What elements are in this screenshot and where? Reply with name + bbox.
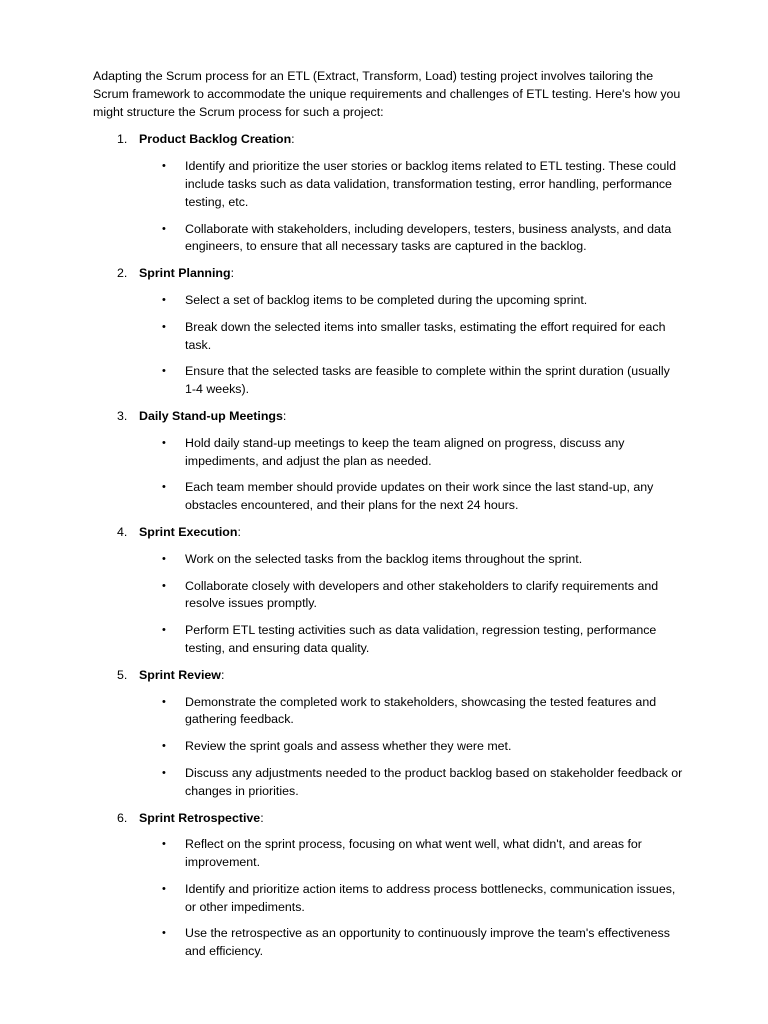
step-title: Sprint Review [139,667,221,682]
step-title: Daily Stand-up Meetings [139,408,283,423]
bullet-text: Discuss any adjustments needed to the product backlog based on stakeholder feedback or changes in priorities. [185,765,683,798]
bullet-item [139,363,683,399]
step-heading [139,810,683,828]
bullet-text: Perform ETL testing activities such as data validation, regression testing, performance testing, and ensuring data quality. [185,623,657,655]
step-item [93,667,683,801]
step-title-colon: : [260,810,264,825]
bullet-list [139,292,683,399]
document-page [93,68,683,970]
step-title: Sprint Retrospective [139,810,261,825]
bullet-text: Demonstrate the completed work to stakeholders, showcasing the tested features and gathering feedback. [185,694,657,727]
bullet-text: Work on the selected tasks from the backlog items throughout the sprint. [185,551,583,566]
bullet-item [139,319,683,355]
bullet-item [139,836,683,872]
step-number: 2. [117,266,128,281]
bullet-dot-icon: • [162,882,166,895]
step-number: 3. [117,408,128,423]
step-heading [139,524,683,542]
step-item [93,131,683,256]
bullet-dot-icon: • [162,552,166,565]
bullet-item [139,292,683,310]
bullet-text: Use the retrospective as an opportunity to continuously improve the team's effectiveness and efficiency. [185,926,670,959]
step-number: 5. [117,667,128,682]
bullet-item [139,694,683,730]
step-item [93,524,683,658]
bullet-item [139,738,683,756]
steps-list [93,131,683,961]
step-heading [139,131,683,149]
bullet-list [139,836,683,961]
step-title-colon: : [291,132,295,147]
bullet-list [139,158,683,256]
step-number: 1. [117,132,128,147]
bullet-text: Break down the selected items into smaller tasks, estimating the effort required for each task. [185,319,666,352]
bullet-dot-icon: • [162,838,166,851]
step-number: 6. [117,810,128,825]
bullet-item [139,435,683,471]
bullet-text: Ensure that the selected tasks are feasible to complete within the sprint duration (usually 1-4 weeks). [185,364,670,397]
step-heading [139,265,683,283]
bullet-text: Reflect on the sprint process, focusing on what went well, what didn't, and areas for improvement. [185,837,642,870]
step-item [93,408,683,515]
step-heading [139,667,683,685]
bullet-dot-icon: • [162,481,166,494]
bullet-text: Select a set of backlog items to be completed during the upcoming sprint. [185,292,588,307]
bullet-item [139,881,683,917]
step-title: Sprint Planning [139,266,231,281]
bullet-item [139,221,683,257]
bullet-dot-icon: • [162,160,166,173]
bullet-dot-icon: • [162,766,166,779]
bullet-text: Identify and prioritize the user stories or backlog items related to ETL testing. These could include tasks such as data validation, transformation testing, error handling, performance testing, etc. [185,159,677,209]
bullet-item [139,925,683,961]
bullet-list [139,551,683,658]
bullet-text: Each team member should provide updates on their work since the last stand-up, any obstacles encountered, and their plans for the next 24 hours. [185,480,654,513]
bullet-item [139,765,683,801]
step-title-colon: : [230,266,235,281]
bullet-list [139,435,683,515]
bullet-list [139,694,683,801]
step-title-colon: : [282,408,287,423]
bullet-dot-icon: • [162,624,166,637]
step-title: Sprint Execution [139,524,238,539]
step-number: 4. [117,524,128,539]
bullet-dot-icon: • [162,320,166,333]
bullet-item [139,551,683,569]
bullet-item [139,578,683,614]
bullet-item [139,479,683,515]
step-item [93,810,683,962]
bullet-dot-icon: • [162,222,166,235]
bullet-dot-icon: • [162,740,166,753]
bullet-dot-icon: • [162,695,166,708]
bullet-dot-icon: • [162,293,166,306]
step-item [93,265,683,399]
bullet-item [139,158,683,211]
step-title: Product Backlog Creation [139,132,292,147]
bullet-text: Identify and prioritize action items to address process bottlenecks, communication issues, or other impediments. [185,881,676,914]
step-title-colon: : [237,524,241,539]
step-heading [139,408,683,426]
bullet-dot-icon: • [162,365,166,378]
bullet-text: Collaborate with stakeholders, including developers, testers, business analysts, and data engineers, to ensure that all necessary tasks are captured in the backlog. [185,221,672,254]
bullet-text: Hold daily stand-up meetings to keep the team aligned on progress, discuss any impediments, and adjust the plan as needed. [185,435,625,468]
step-title-colon: : [220,667,225,682]
bullet-dot-icon: • [162,579,166,592]
bullet-text: Review the sprint goals and assess whether they were met. [185,739,512,754]
bullet-dot-icon: • [162,927,166,940]
bullet-item [139,622,683,658]
intro-paragraph: Adapting the Scrum process for an ETL (Extract, Transform, Load) testing project involves tailoring the Scrum framework to accommodate the unique requirements and challenges of ETL testing. Here's how you might structure the Scrum process for such a project: [93,69,681,119]
bullet-text: Collaborate closely with developers and other stakeholders to clarify requirements and resolve issues promptly. [185,578,659,611]
bullet-dot-icon: • [162,436,166,449]
